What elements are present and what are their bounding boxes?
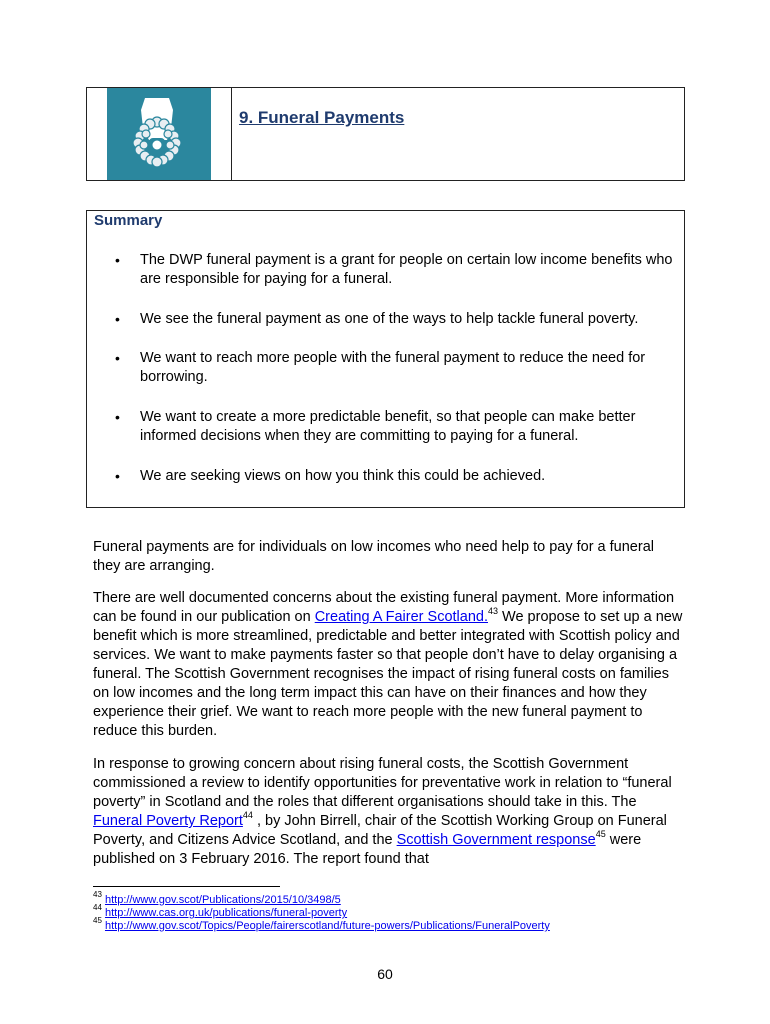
footnote-link[interactable]: http://www.gov.scot/Topics/People/fairerscotland/future-powers/Publications/FuneralPoverty	[104, 920, 550, 932]
scottish-government-response-link[interactable]: Scottish Government response	[396, 832, 596, 848]
paragraph-3: In response to growing concern about rising funeral costs, the Scottish Government commissioned a review to identify opportunities for preventative work in relation to “funeral poverty” in Scotland and the roles that different organisations should take in this. The Funeral Poverty Report$^{44}$ , by John Birrell, chair of the Scottish Working Group on Funeral Poverty, and Citizens Advice Scotland, and the Scottish Government response$^{45}$ were published on 3 February 2016. The report found that	[93, 756, 672, 867]
footnote-link[interactable]: http://www.cas.org.uk/publications/funeral-poverty	[104, 907, 348, 919]
funeral-wreath-icon	[107, 88, 211, 177]
bullet-icon: •	[115, 252, 120, 268]
icon-cell	[87, 88, 232, 180]
footnote-45: $^{45}$ http://www.gov.scot/Topics/People/fairerscotland/future-powers/Publications/FuneralPoverty	[93, 916, 550, 932]
creating-fairer-scotland-link[interactable]: Creating A Fairer Scotland.	[314, 609, 488, 625]
paragraph-2: There are well documented concerns about the existing funeral payment. More information can be found in our publication on Creating A Fairer Scotland.$^{43}$ We propose to set up a new benefit which is more streamlined, predictable and better integrated with Scottish policy and services. We want to make payments faster so that people don’t have to delay organising a funeral. The Scottish Government recognises the impact of rising funeral costs on families on low incomes and the long term impact this can have on their finances and how they experience their grief. We want to reach more people with the new funeral payment to reduce this burden.	[93, 590, 683, 739]
bullet-icon: •	[115, 468, 120, 484]
summary-title: Summary	[94, 212, 163, 229]
bullet-icon: •	[115, 409, 120, 425]
footnote-44: $^{44}$ http://www.cas.org.uk/publications/funeral-poverty	[93, 903, 348, 919]
footnote-ref: 43	[488, 606, 499, 617]
section-heading-table	[86, 87, 685, 181]
paragraph-1: Funeral payments are for individuals on low incomes who need help to pay for a funeral they are arranging.	[93, 539, 654, 574]
bullet-icon: •	[115, 311, 120, 327]
footnote-ref: 44	[242, 810, 253, 821]
footnote-43: $^{43}$ http://www.gov.scot/Publications/2015/10/3498/5	[93, 890, 341, 906]
section-title: 9. Funeral Payments	[239, 108, 405, 127]
title-cell	[232, 88, 684, 180]
icon-underline	[107, 177, 211, 180]
footnote-ref: 45	[595, 829, 606, 840]
bullet-icon: •	[115, 350, 120, 366]
footnote-link[interactable]: http://www.gov.scot/Publications/2015/10/3498/5	[104, 894, 341, 906]
page-number: 60	[377, 966, 393, 982]
footnote-divider	[93, 886, 280, 887]
summary-box: Summary • The DWP funeral payment is a grant for people on certain low income benefits who are responsible for paying for a funeral. • We see the funeral payment as one of the ways to help tackle funeral poverty. • We want to reach more people with the funeral payment to reduce the need for borrowing. • We want to create a more predictable benefit, so that people can make better informed decisions when they are committing to paying for a funeral. • We are seeking views on how you think this could be achieved.	[86, 210, 685, 508]
funeral-poverty-report-link[interactable]: Funeral Poverty Report	[93, 813, 243, 829]
